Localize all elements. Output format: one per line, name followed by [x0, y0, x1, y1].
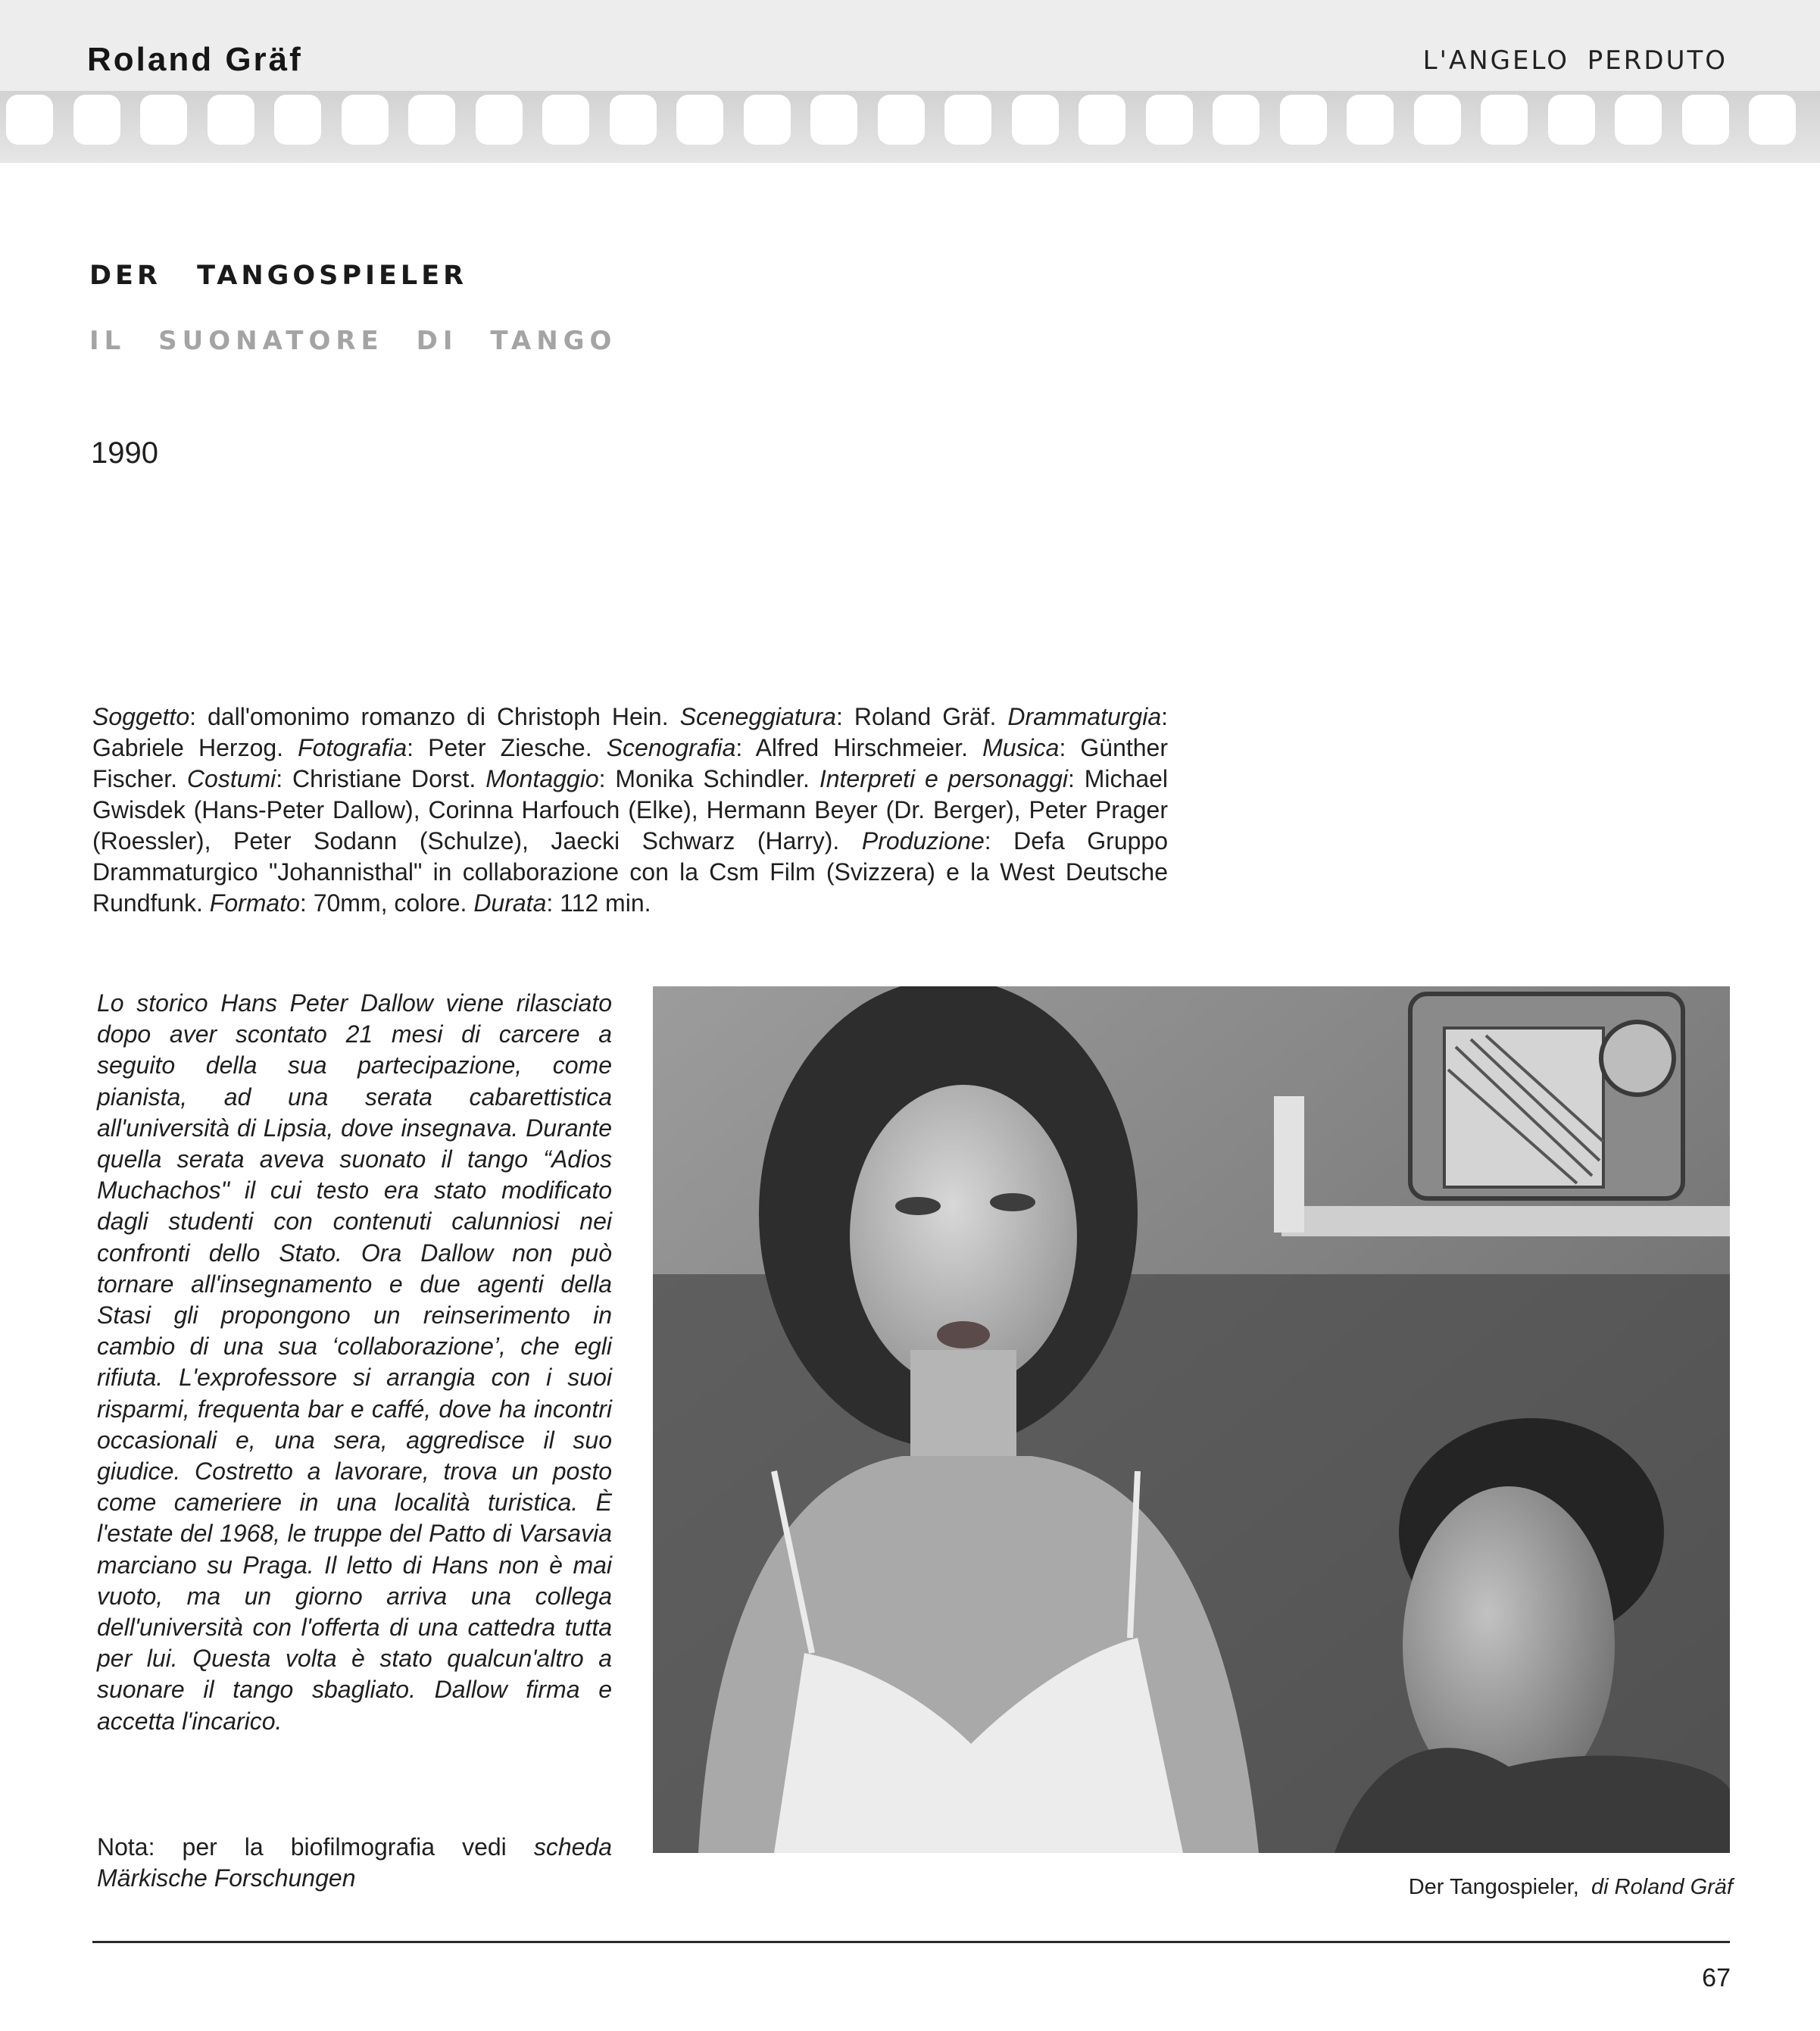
biofilmography-note [97, 1832, 612, 1894]
synopsis-text: Lo storico Hans Peter Dallow viene rilasciato dopo aver scontato 21 mesi di carcere a seguito della sua partecipazione, come pianista, ad una serata cabarettistica all'università di Lipsia, dove insegnava. Durante quella serata aveva suonato il tango “Adios Muchachos" il cui testo era stato modificato dagli studenti con contenuti calunniosi nei confronti dello Stato. Ora Dallow non può tornare all'insegnamento e due agenti della Stasi gli propongono un reinserimento in cambio di una sua ‘collaborazione’, che egli rifiuta. L'exprofessore si arrangia con i suoi risparmi, frequenta bar e caffé, dove ha incontri occasionali e, una sera, aggredisce il suo giudice. Costretto a lavorare, trova un posto come cameriere in una località turistica. È l'estate del 1968, le truppe del Patto di Varsavia marciano su Praga. Il letto di Hans non è mai vuoto, ma un giorno arriva una collega dell'università con l'offerta di una cattedra tutta per lui. Questa volta è stato qualcun'altro a suonare il tango sbagliato. Dallow firma e accetta l'incarico. [97, 989, 612, 1735]
note-reference: scheda Märkische Forschungen [97, 1833, 612, 1892]
credit-value: : Christiane Dorst. [276, 765, 486, 792]
credit-value: : Michael Gwisdek (Hans-Peter Dallow), Corinna Harfouch (Elke), Hermann Beyer (Dr. Berger), Peter Prager (Roessler), Peter Sodann (Schulze), Jaecki Schwarz (Harry). [92, 765, 1169, 855]
credit-value: : Alfred Hirschmeier. [735, 734, 983, 761]
film-perforation-hole [1280, 95, 1327, 145]
footer-rule [92, 1941, 1730, 1943]
credit-label: Costumi [186, 765, 276, 792]
film-perforation-hole [1414, 95, 1461, 145]
film-perforation-hole [1079, 95, 1125, 145]
film-perforation-hole [676, 95, 723, 145]
credit-value: : dall'omonimo romanzo di Christoph Hein. [189, 703, 680, 730]
credit-value: : Peter Ziesche. [407, 734, 607, 761]
photo-caption [1409, 1875, 1733, 1900]
page-number: 67 [1702, 1964, 1731, 1992]
film-perforation-hole [810, 95, 857, 145]
caption-credit: di Roland Gräf [1591, 1875, 1733, 1899]
credit-label: Montaggio [485, 765, 599, 792]
credit-label: Sceneggiatura [679, 703, 836, 730]
film-perforation-hole [1146, 95, 1193, 145]
film-title-original: DER TANGOSPIELER [89, 261, 468, 291]
film-perforation-hole [73, 95, 120, 145]
film-perforation-hole [610, 95, 657, 145]
credit-label: Soggetto [92, 703, 190, 730]
credit-value: : Günther Fischer. [92, 734, 1168, 792]
film-perforation-hole [542, 95, 589, 145]
film-perforations [0, 95, 1820, 148]
header-film-strip [0, 0, 1820, 163]
credit-label: Musica [982, 734, 1060, 761]
film-perforation-hole [1548, 95, 1595, 145]
credit-value: : 70mm, colore. [299, 889, 474, 917]
credit-label: Durata [473, 889, 547, 917]
credit-label: Produzione [861, 827, 985, 855]
film-perforation-hole [140, 95, 187, 145]
film-still-photo [653, 986, 1730, 1853]
credit-value: : Roland Gräf. [835, 703, 1008, 730]
credits-paragraph [92, 701, 1168, 919]
film-perforation-hole [1213, 95, 1260, 145]
credit-value: : 112 min. [546, 889, 651, 917]
credit-label: Fotografia [298, 734, 407, 761]
credit-value: : Monika Schindler. [598, 765, 819, 792]
header-author: Roland Gräf [87, 41, 303, 78]
film-perforation-hole [476, 95, 523, 145]
film-perforation-hole [1481, 95, 1528, 145]
credit-label: Drammaturgia [1007, 703, 1162, 730]
film-perforation-hole [6, 95, 53, 145]
film-perforation-hole [208, 95, 254, 145]
credit-value: : Defa Gruppo Drammaturgico "Johannisthal" in collaborazione con la Csm Film (Svizzera) e la West Deutsche Rundfunk. [92, 827, 1169, 917]
credit-label: Scenografia [606, 734, 736, 761]
film-still-illustration [653, 986, 1730, 1853]
header-series-title: L'ANGELO PERDUTO [1422, 45, 1728, 76]
film-perforation-hole [274, 95, 321, 145]
film-perforation-hole [744, 95, 791, 145]
film-perforation-hole [1615, 95, 1662, 145]
note-text: Nota: per la biofilmografia vedi [97, 1833, 534, 1861]
film-perforation-hole [1749, 95, 1796, 145]
film-perforation-hole [1682, 95, 1729, 145]
caption-title: Der Tangospieler, [1408, 1875, 1579, 1899]
film-year: 1990 [91, 436, 158, 470]
film-perforation-hole [1012, 95, 1059, 145]
credit-label: Interpreti e personaggi [819, 765, 1068, 792]
film-perforation-hole [944, 95, 991, 145]
film-perforation-hole [878, 95, 925, 145]
film-perforation-hole [408, 95, 455, 145]
credit-label: Formato [209, 889, 300, 917]
film-perforation-hole [1347, 95, 1394, 145]
credit-value: : Gabriele Herzog. [92, 703, 1168, 761]
film-perforation-hole [342, 95, 389, 145]
film-title-italian: IL SUONATORE DI TANGO [89, 326, 617, 356]
